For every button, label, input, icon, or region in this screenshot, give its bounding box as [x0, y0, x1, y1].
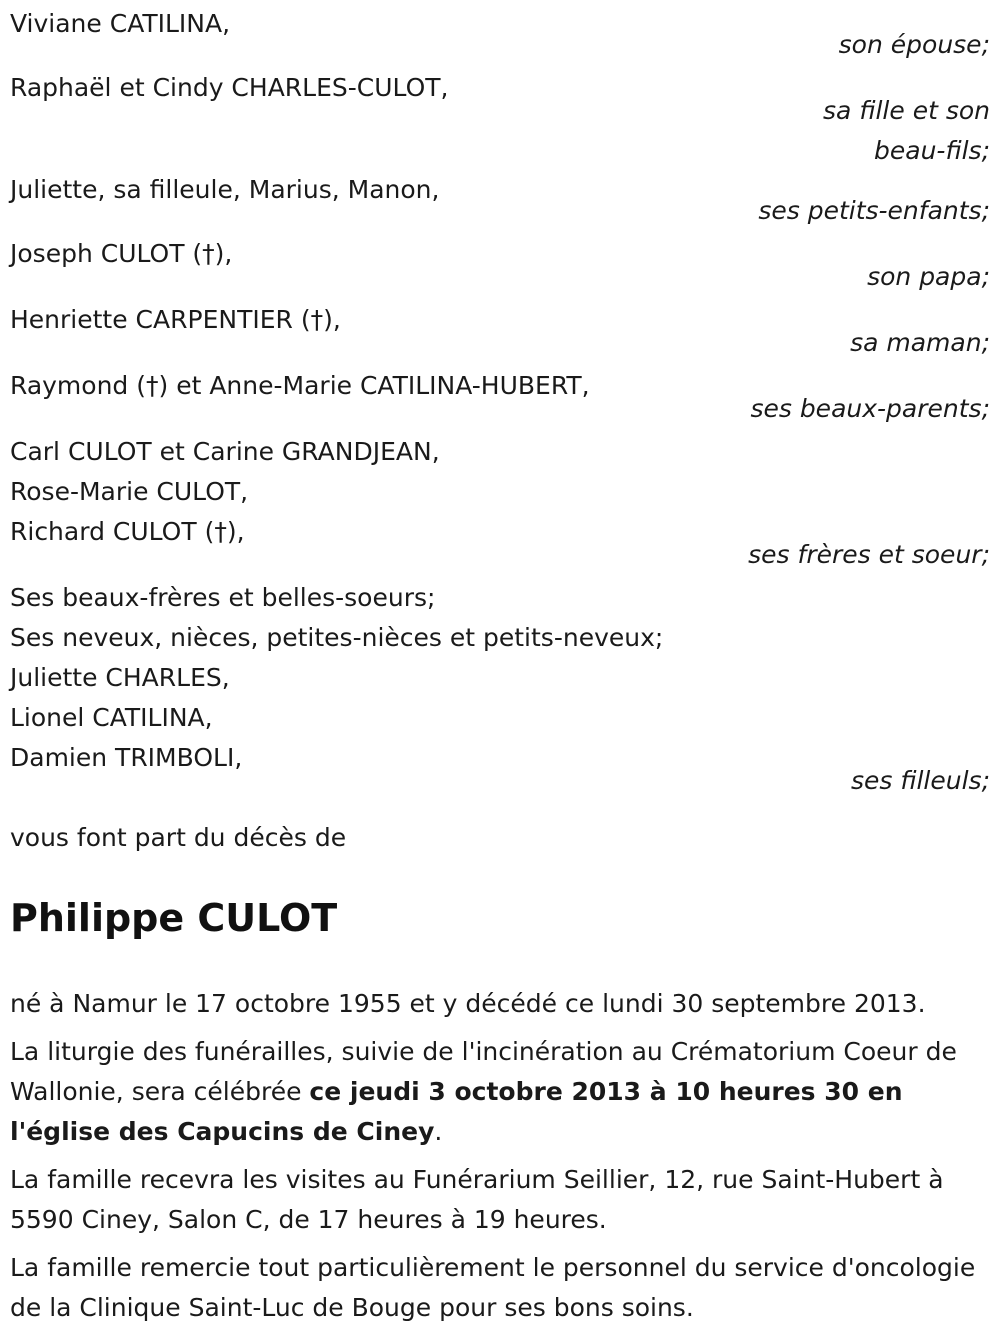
family-line: Viviane CATILINA,	[10, 9, 231, 38]
family-line: Lionel CATILINA,	[10, 703, 213, 732]
family-line: Rose-Marie CULOT,	[10, 477, 249, 506]
family-role: son papa;	[867, 262, 990, 291]
family-line: Henriette CARPENTIER (†),	[10, 305, 341, 334]
birth-death-text: né à Namur le 17 octobre 1955 et y décédé ce lundi 30 septembre 2013.	[10, 989, 926, 1018]
family-line: Juliette CHARLES,	[10, 663, 230, 692]
family-line: Damien TRIMBOLI,	[10, 743, 243, 772]
family-entry	[10, 366, 990, 428]
family-entry	[10, 578, 990, 800]
liturgy-intro: La liturgie des funérailles, suivie de l'incinération au Crématorium Coeur de Wallonie, sera célébrée	[10, 1037, 957, 1106]
family-line: Ses neveux, nièces, petites-nièces et petits-neveux;	[10, 623, 664, 652]
family-line: Raphaël et Cindy CHARLES-CULOT,	[10, 73, 449, 102]
liturgy-date-place: ce jeudi 3 octobre 2013 à 10 heures 30 en l'église des Capucins de Ciney	[10, 1077, 903, 1146]
announce-text: vous font part du décès de	[10, 823, 347, 852]
family-entry	[10, 4, 990, 64]
family-entry	[10, 300, 990, 362]
family-line: Carl CULOT et Carine GRANDJEAN,	[10, 437, 440, 466]
family-line: Raymond (†) et Anne-Marie CATILINA-HUBERT,	[10, 371, 590, 400]
family-role: ses petits-enfants;	[758, 196, 990, 225]
thanks-paragraph: La famille remercie tout particulièrement le personnel du service d'oncologie de la Clinique Saint-Luc de Bouge pour ses bons soins.	[10, 1253, 976, 1322]
family-line: Juliette, sa filleule, Marius, Manon,	[10, 175, 440, 204]
family-role: ses frères et soeur;	[748, 540, 990, 569]
family-role: ses filleuls;	[850, 766, 990, 795]
family-line: Ses beaux-frères et belles-soeurs;	[10, 583, 436, 612]
deceased-name: Philippe CULOT	[10, 896, 338, 940]
visits-paragraph: La famille recevra les visites au Funérarium Seillier, 12, rue Saint-Hubert à 5590 Ciney, Salon C, de 17 heures à 19 heures.	[10, 1165, 944, 1234]
family-entry	[10, 170, 990, 230]
family-line: Joseph CULOT (†),	[10, 239, 233, 268]
family-entry	[10, 432, 990, 574]
family-role: ses beaux-parents;	[750, 394, 990, 423]
family-role: sa fille et son	[823, 96, 990, 125]
family-entry	[10, 234, 990, 296]
family-entry	[10, 68, 990, 170]
family-role: sa maman;	[850, 328, 990, 357]
family-role: beau-fils;	[874, 136, 990, 165]
liturgy-paragraph	[10, 1032, 990, 1152]
family-role: son épouse;	[838, 30, 990, 59]
liturgy-end: .	[434, 1117, 443, 1146]
family-line: Richard CULOT (†),	[10, 517, 245, 546]
